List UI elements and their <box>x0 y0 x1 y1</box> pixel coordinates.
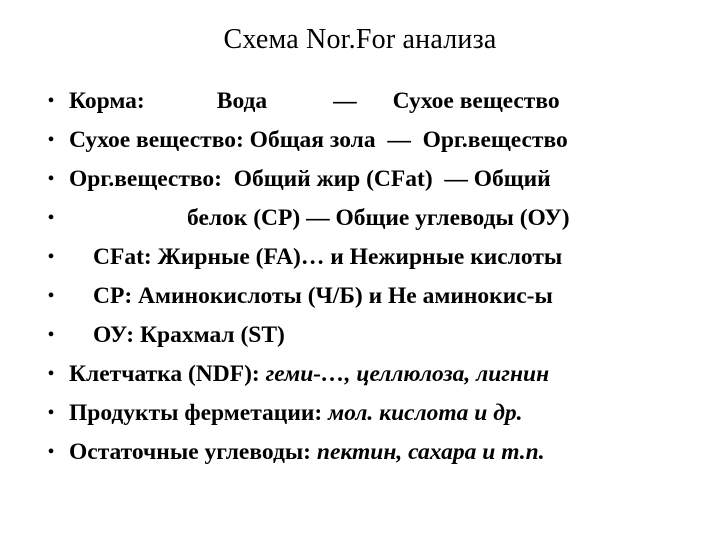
list-item-text: CFat: Жирные (FA)… и Нежирные кислоты <box>93 244 563 270</box>
list-item-text: Клетчатка (NDF): геми-…, целлюлоза, лигнин <box>69 361 550 387</box>
list-item-text: Сухое вещество: Общая зола — Орг.вещество <box>69 127 568 153</box>
bullet-icon: • <box>47 246 55 268</box>
list-item-text: Остаточные углеводы: пектин, сахара и т.п. <box>69 439 545 465</box>
list-item <box>44 82 704 121</box>
list-item-text: CP: Аминокислоты (Ч/Б) и Не аминокис-ы <box>93 283 553 309</box>
list-item <box>44 394 704 433</box>
list-item-text: белок (CP) — Общие углеводы (ОУ) <box>187 205 570 231</box>
list-item-text: Орг.вещество: Общий жир (CFat) — Общий <box>69 166 551 192</box>
list-item-text: ОУ: Крахмал (ST) <box>93 322 285 348</box>
bullet-icon: • <box>47 324 55 346</box>
list-item <box>44 433 704 472</box>
bullet-icon: • <box>47 441 55 463</box>
bullet-icon: • <box>47 168 55 190</box>
list-item <box>44 199 704 238</box>
list-item <box>44 277 704 316</box>
bullet-icon: • <box>47 363 55 385</box>
list-item <box>44 160 704 199</box>
bullet-icon: • <box>47 285 55 307</box>
list-item <box>44 238 704 277</box>
bullet-icon: • <box>47 207 55 229</box>
list-item-text: Продукты ферметации: мол. кислота и др. <box>69 400 523 426</box>
bullet-icon: • <box>47 402 55 424</box>
bullet-icon: • <box>47 129 55 151</box>
list-item <box>44 355 704 394</box>
list-item <box>44 316 704 355</box>
bullet-icon: • <box>47 90 55 112</box>
slide-title: Схема Nor.For анализа <box>223 24 497 55</box>
list-item-text: Корма: Вода — Сухое вещество <box>69 88 560 114</box>
bullet-list <box>44 82 704 472</box>
list-item <box>44 121 704 160</box>
